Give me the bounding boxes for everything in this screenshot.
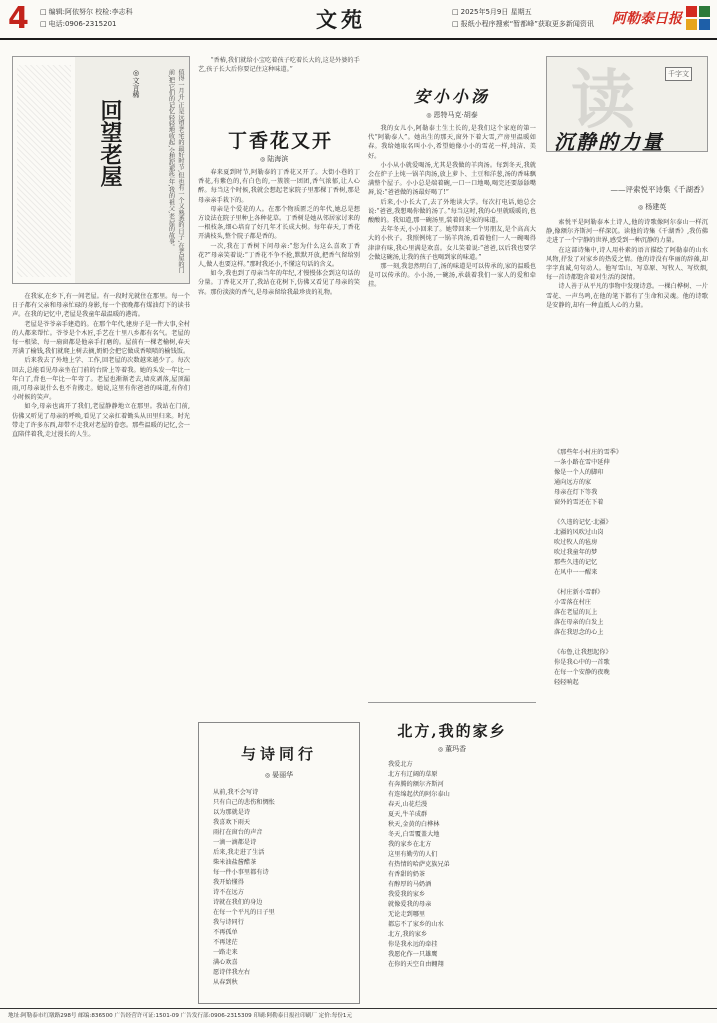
page-header — [0, 0, 717, 40]
paragraph: 诗人善于从平凡的事物中发现诗意。一棵白桦树、一片雪花、一声鸟鸣,在他的笔下都有了生命和灵魂。他的诗歌是安静的,却有一种直抵人心的力量。 — [546, 283, 708, 309]
poem-author: ◎ 董玛香 — [368, 744, 536, 754]
poem-box — [198, 722, 360, 1004]
paragraph: 老屋是爷爷亲手建造的。在那个年代,建房子是一件大事,全村的人都来帮忙。爷爷是个木匠,手艺在十里八乡都有名气。老屋的每一根梁、每一扇窗都是他亲手打磨的。屋前有一棵老榆树,春天开满了榆钱,我们就爬上树去摘,奶奶会把它做成香喷喷的榆钱饭。 — [12, 320, 190, 356]
article-title: 回望老屋 — [97, 99, 123, 187]
poem-author: ◎ 晏丽华 — [207, 770, 351, 780]
article-body — [12, 292, 190, 1004]
article-title: 沉静的力量 — [554, 130, 664, 154]
article-author: ◎文言稀 — [132, 69, 140, 98]
page-footer: 地址:阿勒泰市红墩路298号 邮编:836500 广告经营许可证:1501-09 广告发行部:0906-2315309 印刷:阿勒泰日报社印刷厂 定价:每份1元 — [0, 1008, 717, 1023]
article-title: 丁香花又开 — [228, 130, 334, 152]
article-body — [198, 168, 360, 708]
masthead-text: 阿勒泰日报 — [612, 11, 682, 27]
section-title: 文苑 — [316, 7, 366, 32]
date-line: □ 2025年5月9日 星期五 — [452, 6, 594, 18]
newspaper-logo-icon — [684, 4, 712, 32]
article-subtitle: ——评索悦平诗集《千湖香》 — [610, 185, 708, 194]
article-author: ◎ 陆海滨 — [260, 154, 288, 164]
paragraph: 在我家,在乡下,有一间老屋。有一段时光就住在那里。每一个日子都有父亲和母亲忙碌的身影,每一个夜晚都有煤油灯下的读书声。在我的记忆中,老屋是我童年最温暖的港湾。 — [12, 293, 190, 319]
poem-text: 我爱北方 北方有辽阔的草原 有奔腾的额尔齐斯河 有连绵起伏的阿尔泰山 春天,山花烂漫 夏天,牛羊成群 秋天,金黄的白桦林 冬天,白雪覆盖大地 我的家乡在北方 这里有勤劳的人们 有热情的哈萨克族兄弟 有香甜的奶茶 有醇厚的马奶酒 我爱我的家乡 就像爱我的母亲 无论走到哪里 都忘不了家乡的山水 北方,我的家乡 你是我永远的牵挂 我愿化作一只雄鹰 在你的天空自由翱翔 — [388, 761, 450, 968]
paragraph: 母亲是个爱花的人。在那个物质匮乏的年代,她总是想方设法在院子里种上各种花草。丁香树是她从邻居家讨来的一根枝条,细心培育了好几年才长成大树。每年春天,丁香花开满枝头,整个院子都是香的。 — [198, 205, 360, 241]
paragraph: 在这部诗集中,诗人用朴素的语言描绘了阿勒泰的山水风物,抒发了对家乡的热爱之情。他的诗没有华丽的辞藻,却字字真诚,句句动人。他写雪山、写草原、写牧人、写炊烟,每一首诗都饱含着对生活的深情。 — [546, 246, 708, 282]
article-title: 安小小汤 — [413, 87, 490, 106]
paragraph: 后来我去了外地上学、工作,回老屋的次数越来越少了。每次回去,总能看见母亲坐在门前的台阶上等着我。她的头发一年比一年白了,背也一年比一年弯了。老屋也渐渐老去,墙皮剥落,屋顶漏雨,可母亲说什么也不肯搬走。她说,这里有你爸爸的味道,有你们小时候的笑声。 — [12, 357, 190, 402]
column-three — [368, 56, 536, 1004]
poem-text: 从前,我不会写诗 只有自己的悲伤和惆怅 以为那就是诗 我喜欢下雨天 雨打在窗台的声音 一滴一滴都是诗 后来,我走进了生活 柴米油盐酱醋茶 每一件小事里都有诗 我开始懂得 诗不在远方 诗就在我们的身边 在每一个平凡的日子里 我与诗同行 不再孤单 不再迷茫 一路走来 满心欢喜 愿诗伴我左右 从春到秋 — [213, 789, 275, 986]
paragraph: 索悦平是阿勒泰本土诗人,他的诗歌像阿尔泰山一样沉静,像额尔齐斯河一样深沉。读他的诗集《千湖香》,我仿佛走进了一个宁静的世界,感受到一种沉静的力量。 — [546, 219, 708, 245]
article-lead-quote: 值得一月升,正是远望老宅的最好时节,但也有一个又熟悉的日子,在老屋的门前,把它们的记忆轻轻地收起,会想起那些年,我的祖父,老屋的故事。 — [167, 69, 184, 274]
banner-glyph: 读 — [571, 63, 635, 138]
phone-line: □ 电话:0906-2315201 — [40, 18, 133, 30]
masthead — [612, 4, 712, 34]
article-old-house — [12, 56, 190, 1004]
paragraph: 春来夏到时节,阿勒泰的丁香花又开了。大街小巷的丁香花,有紫色的,有白色的,一簇簇一团团,香气浓郁,让人心醉。每当这个时候,我就会想起老家院子里那棵丁香树,那是母亲亲手栽下的。 — [198, 169, 360, 204]
paragraph: 去年冬天,小小回来了。她带回来一个男朋友,是个高高大大的小伙子。我照例炖了一锅羊肉汤,看着他们一人一碗喝得津津有味,我心里满是欢喜。女儿笑着说:“爸爸,以后我也要学会做这碗汤,让我的孩子也喝到家的味道。” — [368, 226, 536, 261]
paragraph: 如今,我也到了母亲当年的年纪,才慢慢体会到这句话的分量。丁香花又开了,我站在花树下,仿佛又看见了母亲的笑容。那份淡淡的香气,是母亲留给我最珍贵的礼物。 — [198, 270, 360, 296]
date-info — [452, 6, 594, 30]
paragraph: 那一刻,我忽然明白了,汤的味道是可以传承的,家的温暖也是可以传承的。小小汤,一碗汤,承载着我们一家人的爱和牵挂。 — [368, 263, 536, 289]
poem-title: 与诗同行 — [240, 745, 317, 763]
column-four — [546, 56, 708, 1004]
editor-info — [40, 6, 133, 30]
paragraph: 小小从小就爱喝汤,尤其是我做的羊肉汤。每到冬天,我就会在炉子上炖一锅羊肉汤,放上萝卜、土豆和洋葱,汤的香味飘满整个屋子。小小总是端着碗,一口一口地喝,喝完还要舔舔嘴唇,说:“爸爸做的汤最好喝了!” — [368, 161, 536, 197]
divider — [368, 702, 536, 703]
lead-quote: “香椿,我们就给小宝吃着孩子吃着长大的,这是外婆的手艺,孩子长大后你要记住这种味道。” — [198, 57, 360, 74]
editor-line: □ 编辑:阿依努尔 校检:李志科 — [40, 6, 133, 18]
page-number: 4 — [8, 1, 29, 36]
notice-line: □ 报纸小程序搜索“暂都峰”获取更多新闻资讯 — [452, 18, 594, 30]
paragraph: 后来,小小长大了,去了外地读大学。每次打电话,她总会说:“爸爸,我想喝你做的汤了。”每当这时,我的心里就暖暖的,也酸酸的。我知道,那一碗汤里,装着的是家的味道。 — [368, 198, 536, 225]
article-body — [546, 218, 708, 446]
paragraph: 我的女儿小,阿勒泰土生土长的,是我们这个家庭的第一代“阿勒泰人”。她出生的那天,窗外下着大雪,产房里温暖如春。我给她取名叫小小,希望她像小小的雪花一样,纯洁、美好。 — [368, 125, 536, 160]
banner-tag: 千字文 — [665, 67, 692, 81]
paragraph: 如今,母亲也离开了我们,老屋静静地立在那里。我站在门前,仿佛又听见了母亲的呼唤,看见了父亲扛着锄头从田里归来。时光带走了许多东西,却带不走我对老屋的眷恋。那些温暖的记忆,会一直陪伴着我,走过漫长的人生。 — [12, 403, 190, 439]
article-author: ◎ 杨建英 — [638, 202, 666, 212]
article-body — [368, 124, 536, 694]
column-two — [198, 56, 360, 1004]
paragraph: 一次,我在丁香树下问母亲:“您为什么这么喜欢丁香花?”母亲笑着说:“丁香花不争不抢,默默开放,把香气留给别人,做人也要这样。”那时我还小,不懂这句话的含义。 — [198, 242, 360, 269]
poem-title: 北方,我的家乡 — [397, 722, 507, 740]
article-author: ◎ 恩特马克·胡泰 — [368, 110, 536, 120]
poem-excerpts: 《那些年小村庄的雪季》 一条小路在雪中延伸 像是一个人的脚印 通向远方的家 母亲在灯下等我 窗外的雪还在下着 《久违的记忆·北疆》 北疆的风吹过山岗 吹过牧人的毡房 吹过我童年的梦 那些久违的记忆 在风中一一醒来 《村庄新小雪群》 小雪落在村庄 落在老屋的瓦上 落在母亲的白发上 落在我思念的心上 《布鲁,让我想起你》 你是我心中的一首歌 在每一个安静的夜晚 轻轻响起 — [554, 449, 623, 686]
title-box — [12, 56, 190, 284]
